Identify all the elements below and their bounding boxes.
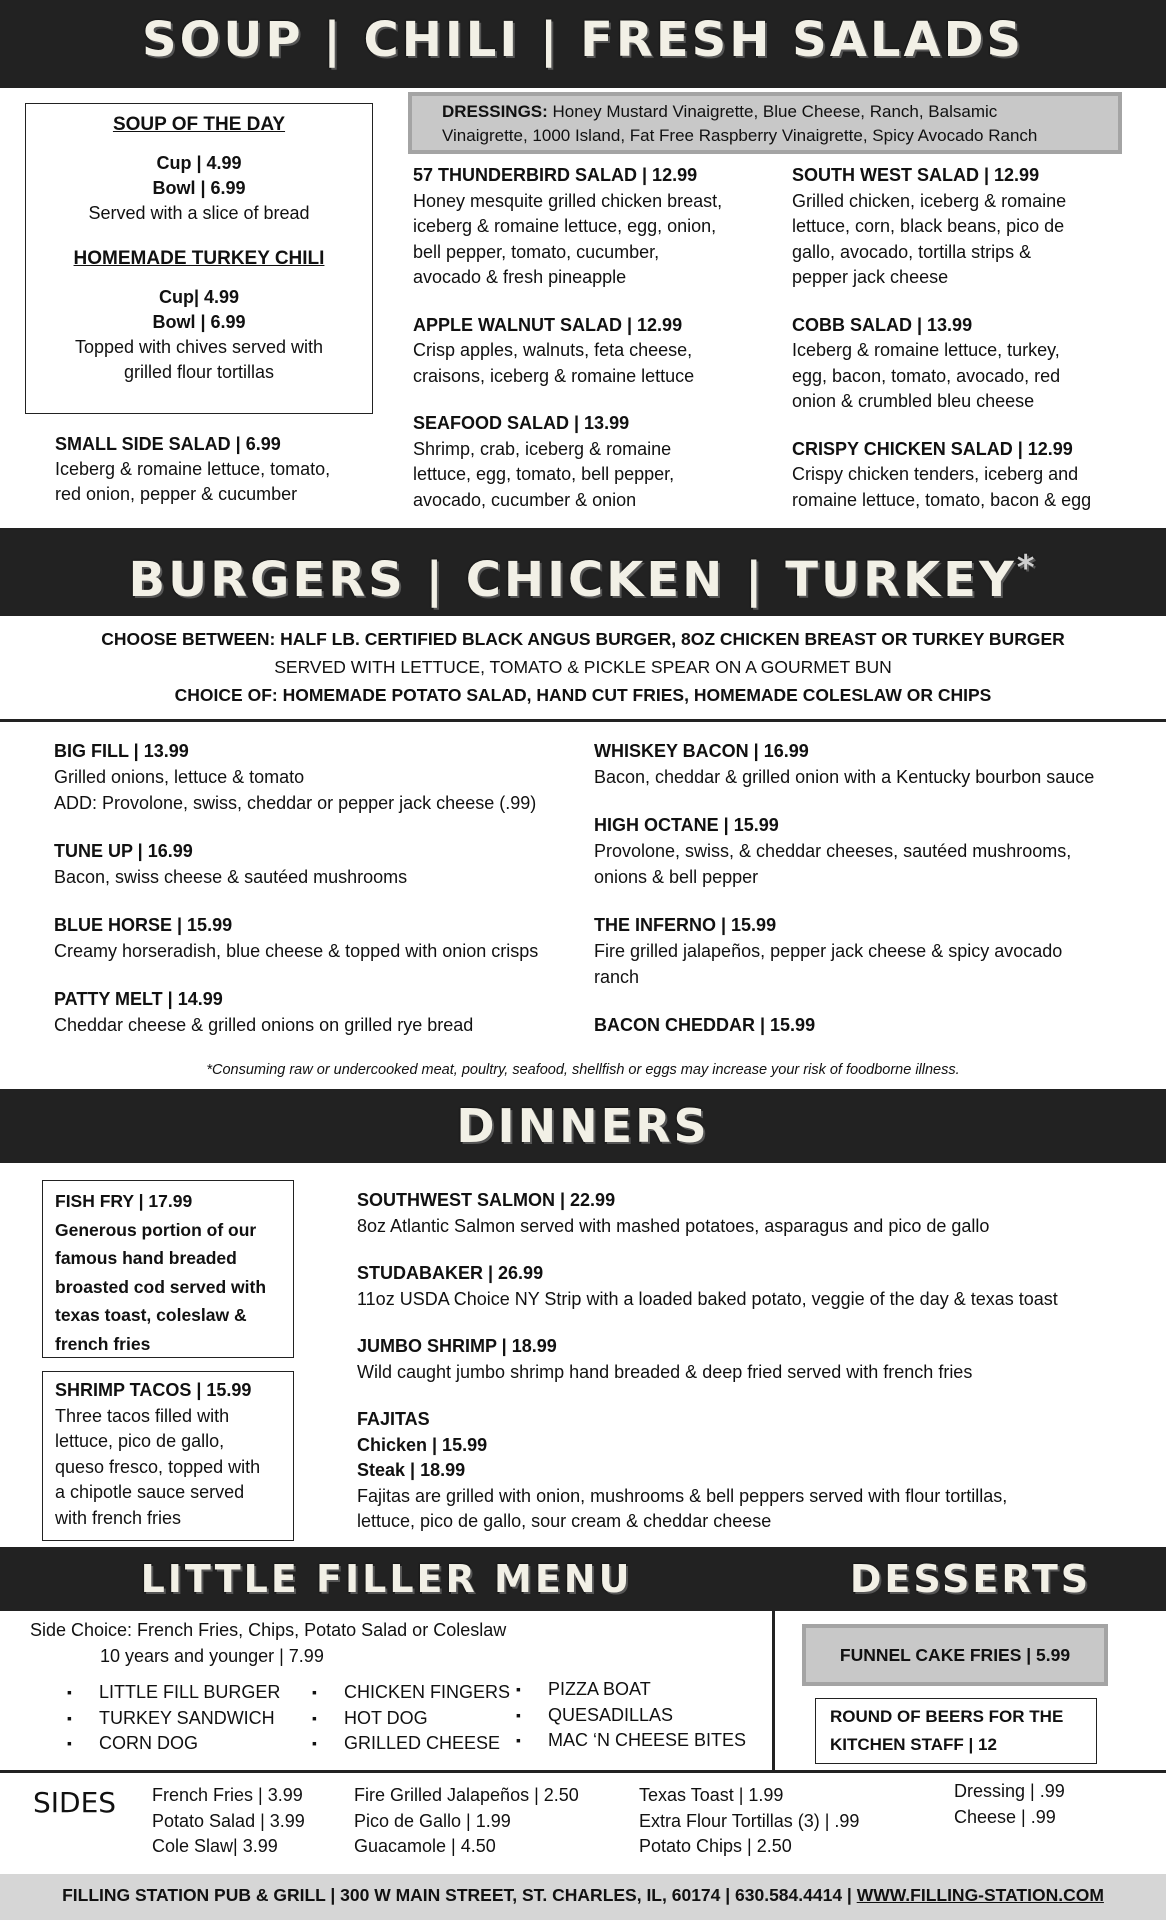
- menu-item-desc: egg, bacon, tomato, avocado, red: [792, 365, 1061, 386]
- menu-item-name: TUNE UP | 16.99: [54, 841, 193, 861]
- menu-item-name: 57 THUNDERBIRD SALAD | 12.99: [413, 165, 698, 185]
- menu-item-desc: Generous portion of our: [55, 1219, 257, 1240]
- side-item: Cheese | .99: [954, 1806, 1056, 1827]
- menu-item-desc: Iceberg & romaine lettuce, turkey,: [792, 340, 1060, 360]
- menu-item-name: WHISKEY BACON | 16.99: [594, 741, 809, 761]
- menu-item-desc: famous hand breaded: [55, 1248, 237, 1268]
- side-item: Cole Slaw| 3.99: [152, 1836, 278, 1856]
- menu-item-desc: craisons, iceberg & romaine lettuce: [413, 365, 695, 386]
- beers-box: [815, 1698, 1097, 1764]
- side-item: Guacamole | 4.50: [354, 1836, 496, 1856]
- menu-item-desc: Bacon, cheddar & grilled onion with a Kentucky bourbon sauce: [594, 767, 1095, 787]
- menu-item-desc: Fire grilled jalapeños, pepper jack cheese & spicy avocado: [594, 941, 1063, 961]
- list-item: ▪ GRILLED CHEESE: [310, 1731, 520, 1757]
- dinners-list: [357, 1188, 1157, 1557]
- fajitas-chicken-price: Chicken | 15.99: [357, 1434, 488, 1455]
- dessert-item: KITCHEN STAFF | 12: [830, 1735, 997, 1754]
- menu-item-desc: romaine lettuce, tomato, bacon & egg: [792, 489, 1092, 510]
- menu-item: [357, 1188, 1157, 1239]
- footer-bar: [0, 1874, 1166, 1920]
- menu-item: [792, 163, 1162, 291]
- menu-item-name: FISH FRY | 17.99: [55, 1191, 193, 1211]
- sides-col-4: [954, 1779, 1065, 1830]
- menu-item: [413, 163, 783, 291]
- shrimp-tacos-box: [42, 1371, 294, 1541]
- burgers-column-1: [54, 738, 594, 1060]
- menu-item: [54, 838, 594, 890]
- soup-cup-price: Cup | 4.99: [156, 153, 242, 173]
- little-filler-info: [30, 1617, 750, 1669]
- funnel-cake-box: [802, 1624, 1108, 1686]
- menu-item-name: SOUTH WEST SALAD | 12.99: [792, 165, 1040, 185]
- section-title: DINNERS: [456, 1099, 710, 1153]
- menu-item-name: SHRIMP TACOS | 15.99: [55, 1380, 252, 1400]
- menu-item-name: BLUE HORSE | 15.99: [54, 915, 233, 935]
- menu-item-desc: Creamy horseradish, blue cheese & topped with onion crisps: [54, 941, 539, 961]
- divider: [0, 719, 1166, 722]
- kids-menu-col-1: [65, 1680, 305, 1757]
- soup-heading: SOUP OF THE DAY: [112, 114, 286, 135]
- age-price: 10 years and younger | 7.99: [100, 1646, 324, 1666]
- side-item: Fire Grilled Jalapeños | 2.50: [354, 1785, 579, 1805]
- menu-item: [594, 738, 1164, 790]
- menu-item-desc: Shrimp, crab, iceberg & romaine: [413, 438, 672, 459]
- soup-chili-box: [25, 103, 373, 414]
- menu-item: [357, 1334, 1157, 1385]
- menu-item-desc: Cheddar cheese & grilled onions on grilled rye bread: [54, 1015, 474, 1035]
- menu-item-name: SOUTHWEST SALMON | 22.99: [357, 1190, 616, 1210]
- section-header-desserts: [775, 1547, 1166, 1611]
- section-title: SOUP | CHILI | FRESH SALADS: [142, 12, 1024, 68]
- menu-item: [357, 1261, 1157, 1312]
- list-item: ▪ LITTLE FILL BURGER: [65, 1680, 305, 1706]
- section-header-burgers: [0, 528, 1166, 616]
- menu-item: [594, 912, 1164, 990]
- menu-item: [792, 437, 1162, 514]
- sides-col-2: [354, 1783, 579, 1860]
- menu-item-desc: Fajitas are grilled with onion, mushrooms & bell peppers served with flour tortillas,: [357, 1485, 1008, 1506]
- menu-item-desc: a chipotle sauce served: [55, 1482, 245, 1502]
- list-item: ▪ QUESADILLAS: [514, 1703, 759, 1729]
- asterisk-mark: *: [1016, 548, 1038, 588]
- menu-item-desc: Crisp apples, walnuts, feta cheese,: [413, 340, 693, 360]
- menu-item-desc: Iceberg & romaine lettuce, tomato,: [55, 459, 331, 479]
- menu-item-desc: texas toast, coleslaw &: [55, 1305, 247, 1325]
- chili-bowl-price: Bowl | 6.99: [152, 312, 246, 332]
- menu-item: [54, 986, 594, 1038]
- dressings-list: Honey Mustard Vinaigrette, Blue Cheese, Ranch, Balsamic: [547, 102, 998, 121]
- chili-heading: HOMEMADE TURKEY CHILI: [73, 248, 325, 269]
- kids-menu-col-3: [514, 1677, 759, 1754]
- menu-item-desc: broasted cod served with: [55, 1276, 267, 1297]
- menu-item: [594, 1012, 1164, 1038]
- menu-item-desc: french fries: [55, 1333, 151, 1354]
- section-title: BURGERS | CHICKEN | TURKEY: [128, 552, 1017, 608]
- salads-column-2: [792, 163, 1162, 535]
- food-safety-disclaimer: *Consuming raw or undercooked meat, poultry, seafood, shellfish or eggs may increase your risk of foodborne illness.: [206, 1062, 960, 1078]
- menu-item: [54, 912, 594, 964]
- menu-item-desc: Grilled onions, lettuce & tomato: [54, 767, 305, 787]
- menu-item-name: JUMBO SHRIMP | 18.99: [357, 1336, 557, 1356]
- menu-item-name: SMALL SIDE SALAD | 6.99: [55, 434, 281, 454]
- burger-intro: [0, 625, 1166, 709]
- menu-item-fajitas: [357, 1407, 1157, 1535]
- menu-item-desc: 8oz Atlantic Salmon served with mashed potatoes, asparagus and pico de gallo: [357, 1215, 990, 1236]
- fish-fry-box: [42, 1180, 294, 1358]
- menu-item: [594, 812, 1164, 890]
- sides-col-3: [639, 1783, 859, 1860]
- chili-cup-price: Cup| 4.99: [158, 287, 240, 307]
- menu-item: [792, 313, 1162, 415]
- chili-note: grilled flour tortillas: [123, 362, 275, 382]
- dessert-item: FUNNEL CAKE FRIES | 5.99: [839, 1645, 1071, 1665]
- menu-item-name: COBB SALAD | 13.99: [792, 314, 973, 335]
- footer-address: FILLING STATION PUB & GRILL | 300 W MAIN STREET, ST. CHARLES, IL, 60174 | 630.584.4414 |: [62, 1885, 857, 1905]
- vertical-divider: [772, 1547, 775, 1771]
- chili-note: Topped with chives served with: [74, 337, 324, 357]
- side-item: Dressing | .99: [954, 1781, 1065, 1801]
- menu-item-name: APPLE WALNUT SALAD | 12.99: [413, 314, 683, 335]
- menu-item-name: SEAFOOD SALAD | 13.99: [413, 413, 630, 433]
- side-item: Pico de Gallo | 1.99: [354, 1810, 511, 1831]
- side-item: Extra Flour Tortillas (3) | .99: [639, 1810, 860, 1831]
- side-item: Potato Chips | 2.50: [639, 1836, 792, 1856]
- menu-item-name: BIG FILL | 13.99: [54, 741, 189, 761]
- menu-item-desc: onions & bell pepper: [594, 867, 759, 887]
- menu-item-desc: bell pepper, tomato, cucumber,: [413, 241, 660, 262]
- section-title: DESSERTS: [849, 1557, 1092, 1601]
- menu-item-desc: avocado & fresh pineapple: [413, 267, 627, 287]
- section-header-soup-salads: [0, 0, 1166, 88]
- section-header-little-filler: [0, 1547, 773, 1611]
- menu-item-desc: Crispy chicken tenders, iceberg and: [792, 464, 1079, 484]
- menu-item-desc: Bacon, swiss cheese & sautéed mushrooms: [54, 867, 408, 887]
- menu-item: [413, 313, 783, 390]
- menu-item-desc: lettuce, pico de gallo,: [55, 1431, 225, 1451]
- menu-item-desc: avocado, cucumber & onion: [413, 489, 637, 510]
- sides-col-1: [152, 1783, 305, 1860]
- menu-item-desc: gallo, avocado, tortilla strips &: [792, 241, 1032, 262]
- menu-item-desc: ranch: [594, 967, 640, 987]
- dessert-item: ROUND OF BEERS FOR THE: [830, 1707, 1064, 1726]
- divider: [0, 1770, 1166, 1773]
- side-choice: Side Choice: French Fries, Chips, Potato Salad or Coleslaw: [30, 1620, 507, 1640]
- section-header-dinners: [0, 1089, 1166, 1163]
- menu-item-desc: Honey mesquite grilled chicken breast,: [413, 190, 723, 211]
- website-link[interactable]: WWW.FILLING-STATION.COM: [856, 1885, 1104, 1905]
- burger-intro-line: CHOICE OF: HOMEMADE POTATO SALAD, HAND CUT FRIES, HOMEMADE COLESLAW OR CHIPS: [174, 685, 992, 705]
- menu-item-desc: ADD: Provolone, swiss, cheddar or pepper jack cheese (.99): [54, 793, 537, 813]
- menu-item-desc: Wild caught jumbo shrimp hand breaded & deep fried served with french fries: [357, 1361, 973, 1382]
- menu-item-desc: red onion, pepper & cucumber: [55, 484, 298, 504]
- list-item: ▪ CHICKEN FINGERS: [310, 1680, 520, 1706]
- list-item: ▪ PIZZA BOAT: [514, 1677, 759, 1703]
- burger-intro-line: CHOOSE BETWEEN: HALF LB. CERTIFIED BLACK ANGUS BURGER, 8OZ CHICKEN BREAST OR TURKEY BURGER: [101, 629, 1065, 649]
- menu-item-desc: lettuce, egg, tomato, bell pepper,: [413, 464, 675, 484]
- menu-item-desc: queso fresco, topped with: [55, 1456, 261, 1477]
- menu-item-desc: lettuce, pico de gallo, sour cream & cheddar cheese: [357, 1511, 772, 1531]
- menu-item-desc: iceberg & romaine lettuce, egg, onion,: [413, 216, 717, 236]
- kids-menu-col-2: [310, 1680, 520, 1757]
- menu-item-desc: lettuce, corn, black beans, pico de: [792, 216, 1065, 236]
- menu-item-desc: 11oz USDA Choice NY Strip with a loaded baked potato, veggie of the day & texas toast: [357, 1288, 1058, 1309]
- menu-item-name: STUDABAKER | 26.99: [357, 1263, 544, 1283]
- menu-item-desc: Three tacos filled with: [55, 1405, 230, 1426]
- menu-item-desc: Provolone, swiss, & cheddar cheeses, sautéed mushrooms,: [594, 841, 1072, 861]
- section-title: LITTLE FILLER MENU: [140, 1557, 633, 1601]
- sides-title: SIDES: [33, 1786, 117, 1819]
- list-item: ▪ CORN DOG: [65, 1731, 305, 1757]
- soup-note: Served with a slice of bread: [88, 203, 310, 223]
- list-item: ▪ MAC ‘N CHEESE BITES: [514, 1728, 759, 1754]
- dressings-label: DRESSINGS:: [442, 102, 548, 121]
- menu-item-name: CRISPY CHICKEN SALAD | 12.99: [792, 438, 1073, 459]
- burger-intro-line: SERVED WITH LETTUCE, TOMATO & PICKLE SPEAR ON A GOURMET BUN: [274, 657, 892, 677]
- list-item: ▪ HOT DOG: [310, 1706, 520, 1732]
- soup-bowl-price: Bowl | 6.99: [152, 178, 246, 198]
- menu-item: [413, 411, 783, 513]
- side-item: Potato Salad | 3.99: [152, 1810, 305, 1831]
- menu-item-name: BACON CHEDDAR | 15.99: [594, 1015, 816, 1035]
- menu-item-name: THE INFERNO | 15.99: [594, 915, 777, 935]
- menu-item: [54, 738, 594, 816]
- side-item: French Fries | 3.99: [152, 1785, 303, 1805]
- dressings-box: [408, 92, 1122, 154]
- salads-column-1: [413, 163, 783, 535]
- list-item: ▪ TURKEY SANDWICH: [65, 1706, 305, 1732]
- menu-item-desc: with french fries: [55, 1507, 182, 1528]
- menu-item-name: HIGH OCTANE | 15.99: [594, 815, 779, 835]
- fajitas-steak-price: Steak | 18.99: [357, 1460, 466, 1480]
- menu-item-desc: onion & crumbled bleu cheese: [792, 391, 1035, 411]
- menu-item-desc: Grilled chicken, iceberg & romaine: [792, 190, 1067, 211]
- menu-item-name: PATTY MELT | 14.99: [54, 989, 223, 1009]
- menu-item-desc: pepper jack cheese: [792, 267, 949, 287]
- small-side-salad: [55, 432, 375, 507]
- menu-item-name: FAJITAS: [357, 1409, 430, 1429]
- dressings-list: Vinaigrette, 1000 Island, Fat Free Raspberry Vinaigrette, Spicy Avocado Ranch: [442, 126, 1038, 145]
- burgers-column-2: [594, 738, 1164, 1060]
- side-item: Texas Toast | 1.99: [639, 1785, 784, 1805]
